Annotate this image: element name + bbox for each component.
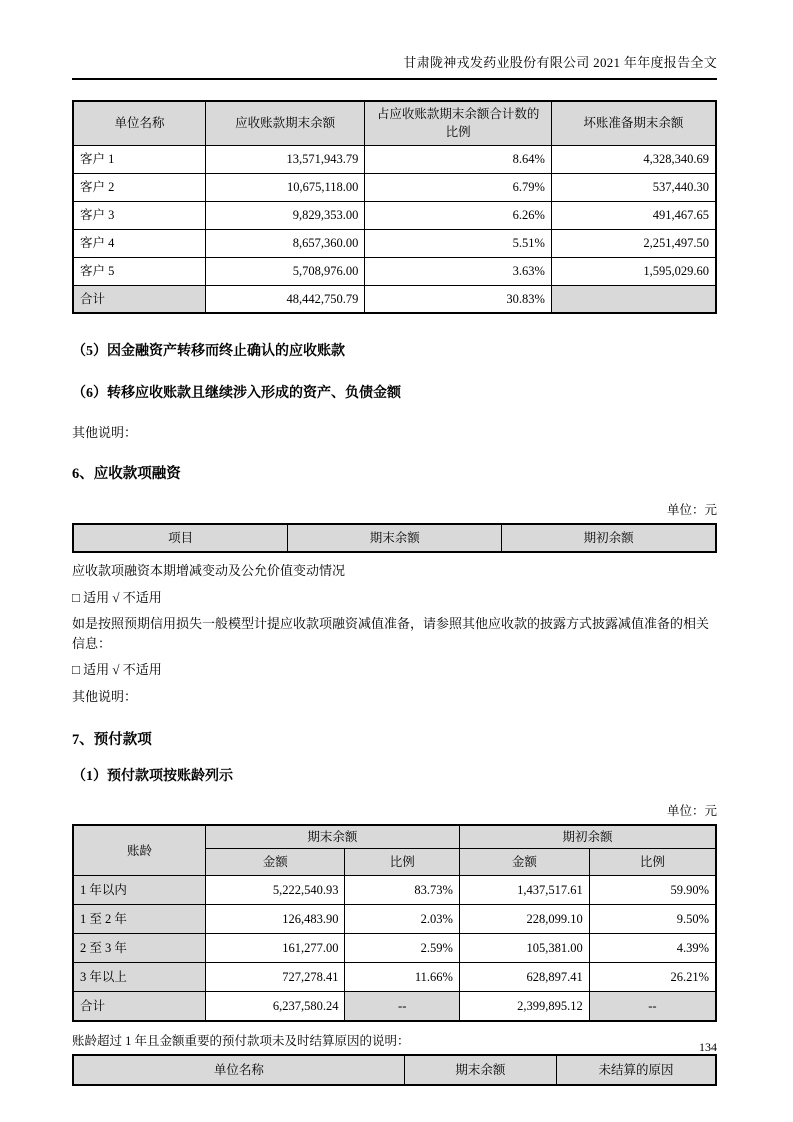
table-header-row <box>73 825 716 849</box>
col-header-proportion: 占应收账款期末余额合计数的比例 <box>365 101 551 145</box>
cell-amount: 9,829,353.00 <box>205 201 364 229</box>
page-number: 134 <box>699 1040 717 1054</box>
cell-customer: 客户 1 <box>73 145 205 173</box>
cell-amount: 628,897.41 <box>459 963 589 992</box>
group-header-beginning-balance: 期初余额 <box>459 825 716 849</box>
section-5-heading: （5）因金融资产转移而终止确认的应收账款 <box>72 344 345 359</box>
col-header-ratio: 比例 <box>589 849 716 876</box>
cell-ratio: 9.50% <box>589 905 716 934</box>
other-note-label: 其他说明： <box>72 688 138 704</box>
cell-total-empty <box>551 285 716 313</box>
cell-amount: 1,437,517.61 <box>459 876 589 905</box>
table-total-row <box>73 992 716 1021</box>
cell-percent: 6.79% <box>365 173 551 201</box>
col-header-bad-debt: 坏账准备期末余额 <box>551 101 716 145</box>
col-header-item: 项目 <box>73 524 288 552</box>
applicable-checkbox-line: □ 适用 √ 不适用 <box>72 589 162 605</box>
cell-ratio: 2.59% <box>345 934 459 963</box>
cell-amount: 8,657,360.00 <box>205 229 364 257</box>
cell-amount: 5,222,540.93 <box>205 876 345 905</box>
cell-amount: 126,483.90 <box>205 905 345 934</box>
cell-bad-debt: 4,328,340.69 <box>551 145 716 173</box>
receivables-financing-table <box>72 523 717 553</box>
col-header-ending-balance: 期末余额 <box>404 1055 556 1085</box>
cell-ratio: 11.66% <box>345 963 459 992</box>
col-header-amount: 金额 <box>459 849 589 876</box>
cell-amount: 161,277.00 <box>205 934 345 963</box>
col-header-beginning-balance: 期初余额 <box>502 524 716 552</box>
cell-customer: 客户 2 <box>73 173 205 201</box>
cell-percent: 8.64% <box>365 145 551 173</box>
cell-ratio: 59.90% <box>589 876 716 905</box>
cell-bad-debt: 2,251,497.50 <box>551 229 716 257</box>
cell-total-percent: 30.83% <box>365 285 551 313</box>
table-row <box>73 201 716 229</box>
cell-customer: 客户 3 <box>73 201 205 229</box>
cell-bad-debt: 491,467.65 <box>551 201 716 229</box>
cell-amount: 727,278.41 <box>205 963 345 992</box>
applicable-checkbox-line: □ 适用 √ 不适用 <box>72 662 162 677</box>
prepayments-heading: 7、预付款项 <box>72 732 152 748</box>
cell-percent: 5.51% <box>365 229 551 257</box>
group-header-ending-balance: 期末余额 <box>205 825 459 849</box>
table-header-row <box>73 101 716 145</box>
cell-amount: 105,381.00 <box>459 934 589 963</box>
receivables-top5-table <box>72 100 717 314</box>
cell-ratio: 26.21% <box>589 963 716 992</box>
table-row <box>73 934 716 963</box>
cell-total-ratio: -- <box>345 992 459 1021</box>
table-row <box>73 876 716 905</box>
table-row <box>73 905 716 934</box>
cell-bad-debt: 537,440.30 <box>551 173 716 201</box>
table-row <box>73 257 716 285</box>
cell-ratio: 2.03% <box>345 905 459 934</box>
cell-customer: 客户 5 <box>73 257 205 285</box>
cell-total-label: 合计 <box>73 992 205 1021</box>
unit-label: 单位：元 <box>666 503 717 517</box>
col-header-ending-balance: 应收账款期末余额 <box>205 101 364 145</box>
cell-amount: 228,099.10 <box>459 905 589 934</box>
col-header-unit-name: 单位名称 <box>73 101 205 145</box>
prepayments-aging-subheading: （1）预付款项按账龄列示 <box>72 769 233 784</box>
table-row <box>73 145 716 173</box>
cell-aging-label: 1 至 2 年 <box>73 905 205 934</box>
cell-amount: 13,571,943.79 <box>205 145 364 173</box>
cell-total-ratio: -- <box>589 992 716 1021</box>
col-header-amount: 金额 <box>205 849 345 876</box>
settlement-reason-table <box>72 1054 717 1086</box>
cell-bad-debt: 1,595,029.60 <box>551 257 716 285</box>
prepayments-aging-table <box>72 824 717 1022</box>
table-row <box>73 173 716 201</box>
document-header-title: 甘肃陇神戎发药业股份有限公司 2021 年年度报告全文 <box>72 0 717 80</box>
table-header-row <box>73 1055 716 1085</box>
cell-ratio: 4.39% <box>589 934 716 963</box>
col-header-aging: 账龄 <box>73 825 205 876</box>
cell-aging-label: 3 年以上 <box>73 963 205 992</box>
table-row <box>73 963 716 992</box>
cell-total-label: 合计 <box>73 285 205 313</box>
other-note-label: 其他说明： <box>72 425 138 440</box>
table-header-row <box>73 524 716 552</box>
cell-ratio: 83.73% <box>345 876 459 905</box>
cell-percent: 3.63% <box>365 257 551 285</box>
col-header-ending-balance: 期末余额 <box>288 524 502 552</box>
table-row <box>73 229 716 257</box>
cell-customer: 客户 4 <box>73 229 205 257</box>
cell-amount: 10,675,118.00 <box>205 173 364 201</box>
col-header-unsettled-reason: 未结算的原因 <box>557 1055 716 1085</box>
financing-change-note: 应收款项融资本期增减变动及公允价值变动情况 <box>72 563 346 578</box>
section-6-heading: （6）转移应收账款且继续涉入形成的资产、负债金额 <box>72 386 401 401</box>
cell-total-amount: 6,237,580.24 <box>205 992 345 1021</box>
col-header-unit-name: 单位名称 <box>73 1055 404 1085</box>
table-total-row <box>73 285 716 313</box>
receivables-financing-heading: 6、应收款项融资 <box>72 466 181 482</box>
cell-percent: 6.26% <box>365 201 551 229</box>
cell-amount: 5,708,976.00 <box>205 257 364 285</box>
cell-total-amount: 48,442,750.79 <box>205 285 364 313</box>
cell-aging-label: 2 至 3 年 <box>73 934 205 963</box>
col-header-ratio: 比例 <box>345 849 459 876</box>
cell-aging-label: 1 年以内 <box>73 876 205 905</box>
cell-total-amount: 2,399,895.12 <box>459 992 589 1021</box>
unit-label: 单位：元 <box>666 804 717 818</box>
impairment-note: 如是按照预期信用损失一般模型计提应收款项融资减值准备，请参照其他应收款的披露方式披露减值准备的相关信息： <box>72 616 710 651</box>
settlement-reason-note: 账龄超过 1 年且金额重要的预付款项未及时结算原因的说明： <box>72 1033 410 1048</box>
